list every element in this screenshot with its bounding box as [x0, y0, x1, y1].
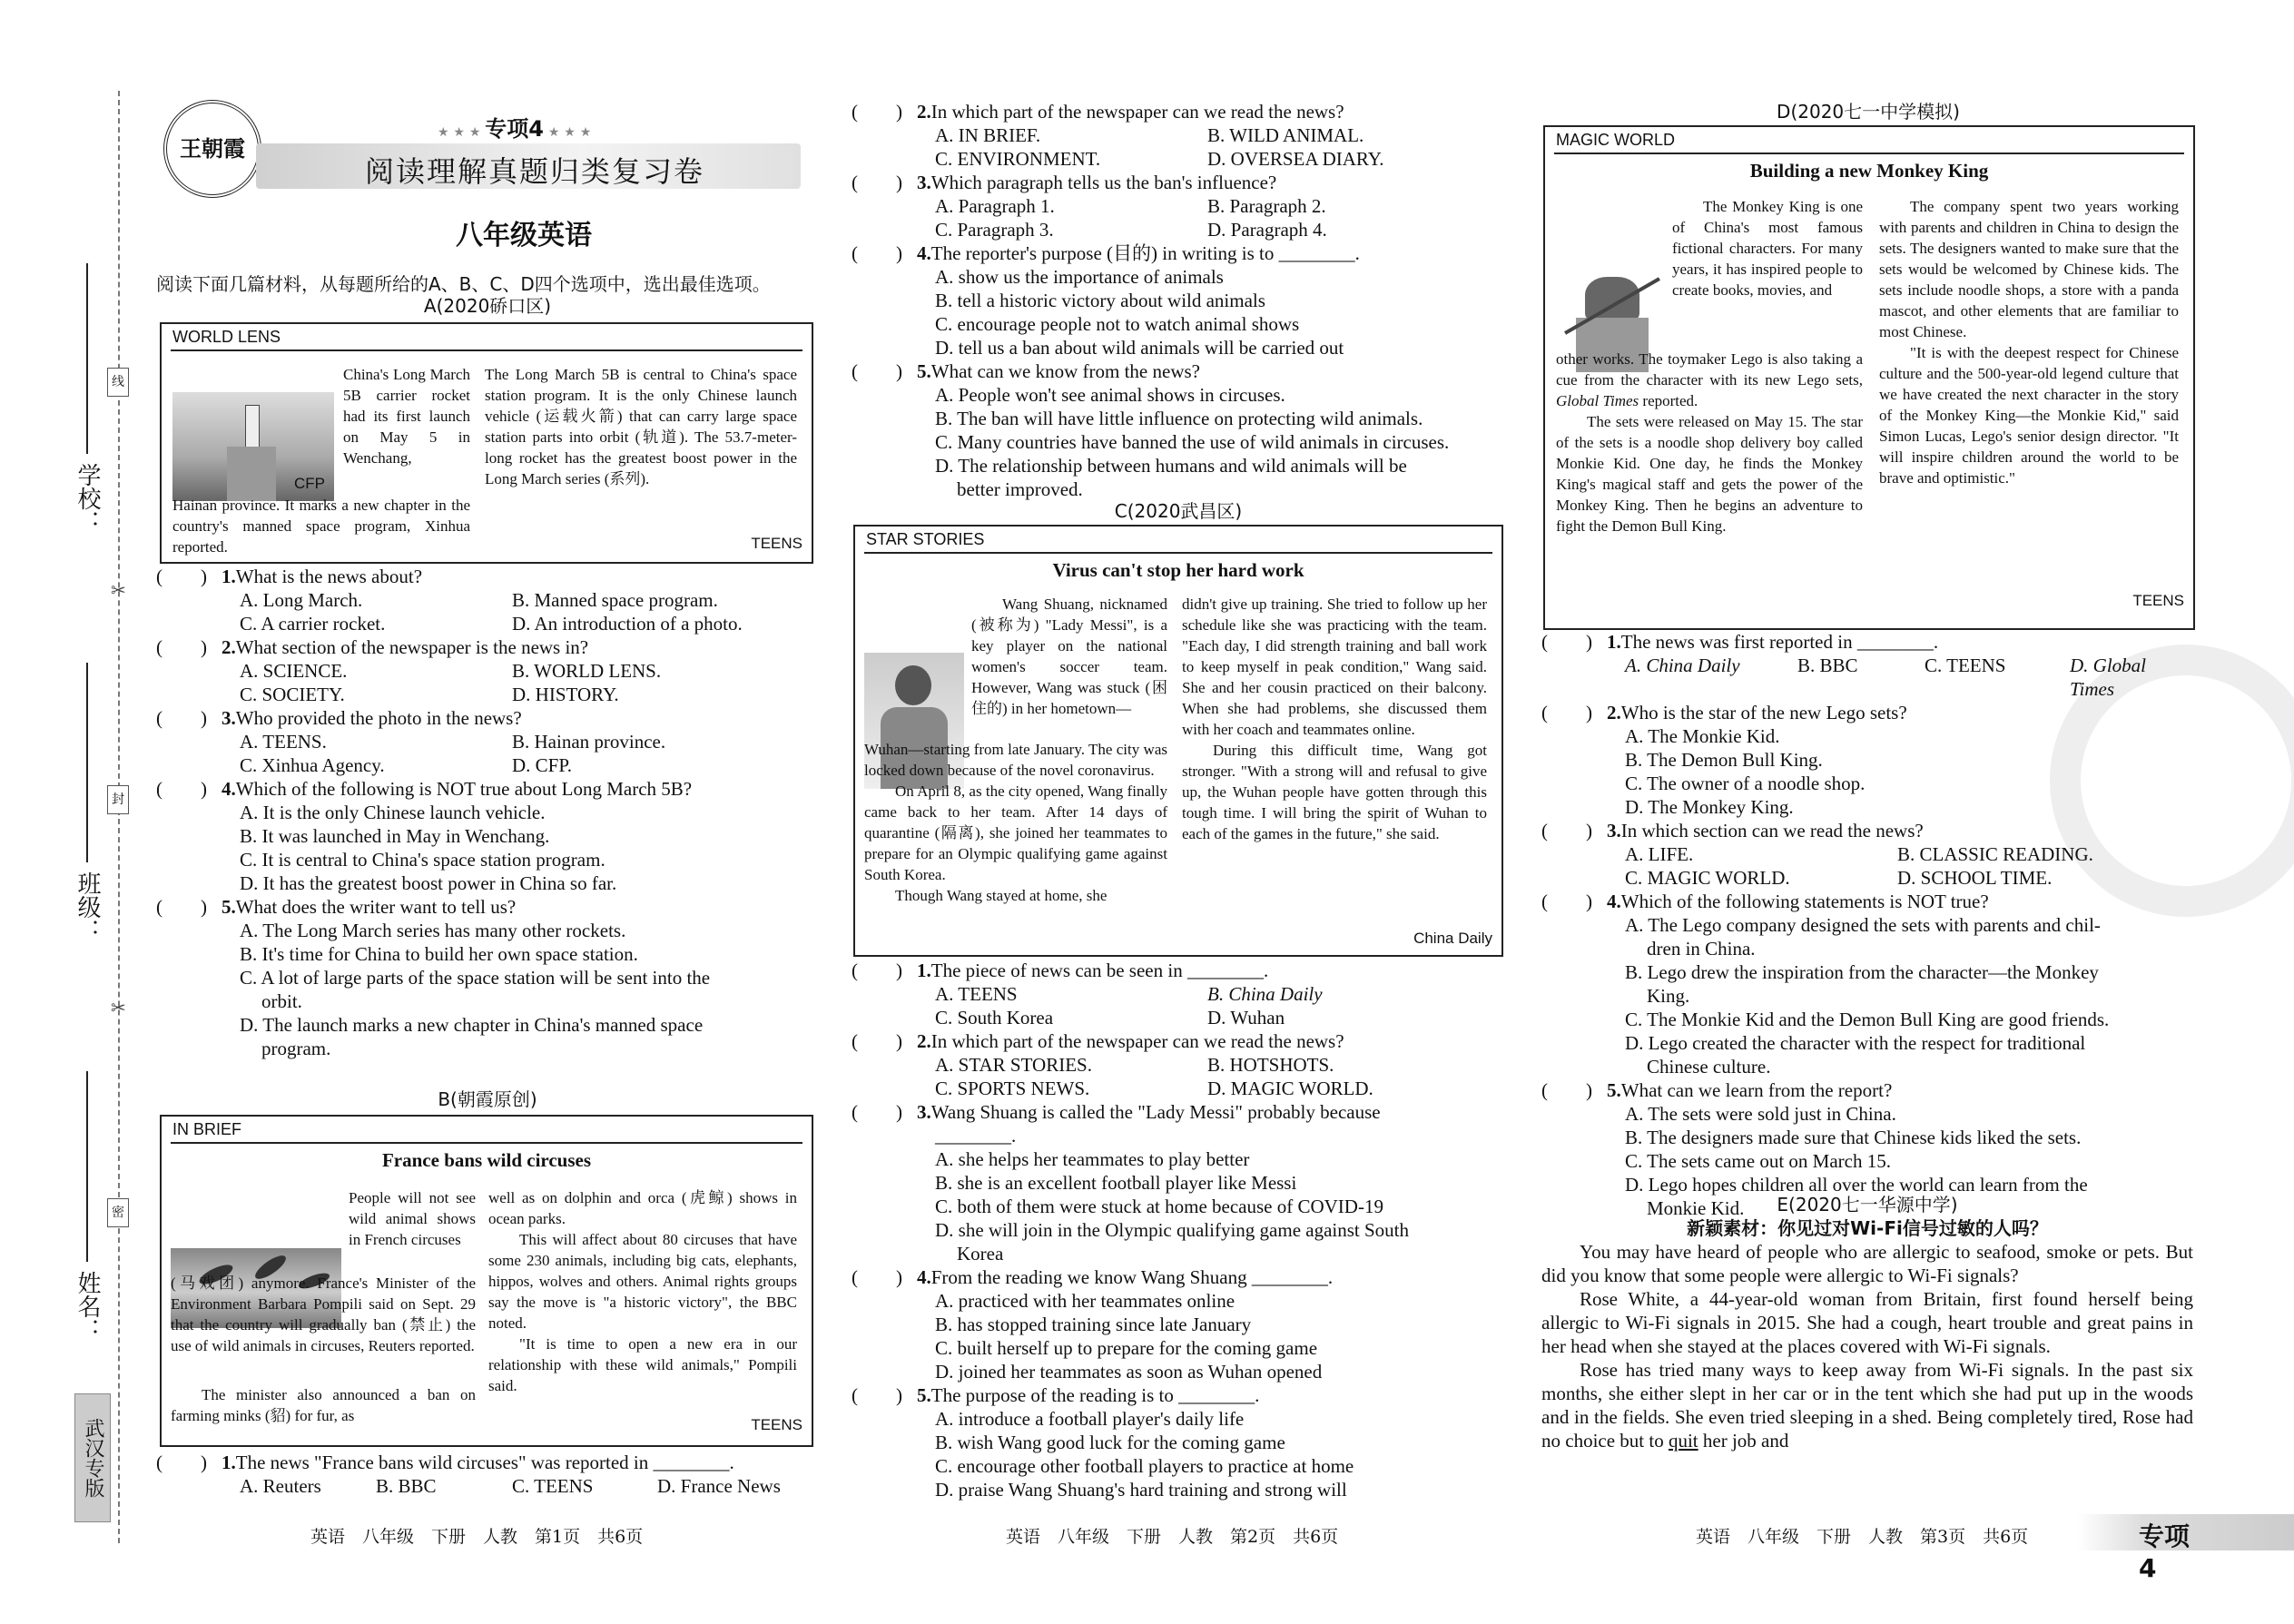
answer-blank[interactable]: ( ) [852, 172, 902, 193]
option[interactable]: D. The Monkey King. [1625, 796, 1794, 818]
passage-b-text: (马戏团) anymore. France's Minister of the Environment Barbara Pompili said on Sept. 29 that the country will gradually ban (禁止) the use of wild animals in circuses, Reuters reported. [171, 1275, 476, 1354]
option[interactable]: D. Paragraph 4. [1207, 219, 1327, 241]
answer-blank[interactable]: ( ) [156, 636, 207, 658]
option[interactable]: A. she helps her teammates to play better [935, 1148, 1250, 1170]
answer-blank[interactable]: ( ) [852, 1266, 902, 1288]
option[interactable]: B. The designers made sure that Chinese kids liked the sets. [1625, 1127, 2082, 1148]
passage-d-text: The Monkey King is one of China's most famous fictional characters. For many years, it has inspired people to create books, movies, and [1672, 198, 1863, 299]
option[interactable]: C. Paragraph 3. [935, 219, 1054, 241]
question-d5: ( ) 5.What can we learn from the report? A. The sets were sold just in China. B. The designers made sure that Chinese kids liked the sets. C. The sets came out on March 15. D. Lego hopes children all over the world can learn from the Monkie Kid. [1541, 1078, 2195, 1220]
question-c3: ( ) 3.Wang Shuang is called the "Lady Messi" probably because ________. A. she helps her teammates to play better B. she is an excellent football player like Messi C. both of them were stuck at home because of COVID-19 D. she will join in the Olympic qualifying game against South Korea [852, 1100, 1505, 1265]
option[interactable]: A. SCIENCE. [240, 660, 348, 682]
page-footer: 英语 八年级 下册 人教 第3页 共6页 [1696, 1527, 2029, 1547]
option[interactable]: A. The sets were sold just in China. [1625, 1103, 1896, 1125]
question-c2: ( ) 2.In which part of the newspaper can we read the news? A. STAR STORIES. B. HOTSHOTS. C. SPORTS NEWS. D. MAGIC WORLD. [852, 1029, 1505, 1100]
option[interactable]: D. Lego created the character with the respect for traditional Chinese culture. [1625, 1032, 2086, 1078]
option[interactable]: C. Xinhua Agency. [240, 754, 385, 776]
option[interactable]: A. Paragraph 1. [935, 195, 1055, 217]
answer-blank[interactable]: ( ) [852, 1101, 902, 1123]
option[interactable]: C. built herself up to prepare for the coming game [935, 1337, 1318, 1359]
option[interactable]: B. BBC [376, 1475, 437, 1497]
option[interactable]: A. show us the importance of animals [935, 266, 1224, 288]
option[interactable]: D. OVERSEA DIARY. [1207, 148, 1384, 170]
option[interactable]: D. SCHOOL TIME. [1897, 867, 2053, 889]
answer-blank[interactable]: ( ) [1541, 891, 1592, 912]
passage-e-text: Rose White, a 44-year-old woman from Britain, first found herself being allergic to Wi-Fi signals in 2015. She had a cough, heart trouble and great pains in her head when she stayed at the places covered with Wi-Fi signals. [1541, 1288, 2193, 1357]
option[interactable]: C. A carrier rocket. [240, 613, 386, 635]
option[interactable]: A. China Daily [1625, 655, 1740, 676]
passage-a-box [160, 322, 813, 564]
answer-blank[interactable]: ( ) [156, 566, 207, 587]
section-head: MAGIC WORLD [1554, 127, 2184, 154]
answer-blank[interactable]: ( ) [852, 960, 902, 981]
answer-blank[interactable]: ( ) [1541, 631, 1592, 653]
option[interactable]: B. HOTSHOTS. [1207, 1054, 1334, 1076]
section-head: STAR STORIES [864, 527, 1492, 554]
passage-b-text: well as on dolphin and orca (虎鲸) shows in ocean parks. This will affect about 80 circuses that have some 230 animals, including big cats, elephants, hippos, wolves and others. Animal rights groups say the move is "a historic victory", the BBC noted. "It is time to open a new era in our relationship with these wild animals," Pompili said. [488, 1189, 797, 1394]
option[interactable]: A. It is the only Chinese launch vehicle. [240, 802, 546, 823]
answer-blank[interactable]: ( ) [1541, 702, 1592, 723]
question-b4: ( ) 4.The reporter's purpose (目的) in writing is to ________. A. show us the importance of animals B. tell a historic victory about wild animals C. encourage people not to watch animal shows D. tell us a ban about wild animals will be carried out [852, 241, 1505, 359]
option[interactable]: A. IN BRIEF. [935, 124, 1041, 146]
passage-b-text: The minister also announced a ban on farming minks (貂) for fur, as [171, 1386, 476, 1424]
cut-line [118, 91, 120, 1543]
answer-blank[interactable]: ( ) [156, 707, 207, 729]
option[interactable]: B. CLASSIC READING. [1897, 843, 2093, 865]
passage-e-subtitle: 新颖素材：你见过对Wi-Fi信号过敏的人吗？ [1687, 1217, 2048, 1239]
option[interactable]: D. It has the greatest boost power in China so far. [240, 872, 617, 894]
option[interactable]: D. Lego hopes children all over the world can learn from the Monkie Kid. [1625, 1174, 2088, 1219]
logo-seal [163, 100, 261, 198]
option[interactable]: D. Global Times [2070, 655, 2146, 700]
question-d2: ( ) 2.Who is the star of the new Lego sets? A. The Monkie Kid. B. The Demon Bull King. C. The owner of a noodle shop. D. The Monkey King. [1541, 701, 2195, 819]
passage-c-text: Wang Shuang, nicknamed (被称为) "Lady Messi", is a key player on the national women's soccer team. However, Wang was stuck (困住的) in her hometown— [971, 595, 1167, 717]
option[interactable]: B. wish Wang good luck for the coming game [935, 1432, 1285, 1453]
question-a1: ( ) 1.What is the news about? A. Long March. B. Manned space program. C. A carrier rocket. D. An introduction of a photo. [156, 565, 819, 635]
option[interactable]: D. The relationship between humans and wild animals will be better improved. [935, 455, 1407, 500]
option[interactable]: D. tell us a ban about wild animals will be carried out [935, 337, 1344, 359]
option[interactable]: A. People won't see animal shows in circuses. [935, 384, 1285, 406]
option[interactable]: D. An introduction of a photo. [512, 613, 743, 635]
passage-c-label: C(2020武昌区) [1114, 500, 1243, 522]
school-field[interactable] [86, 263, 88, 454]
scissor-icon: ✂ [111, 581, 126, 601]
option[interactable]: D. Wuhan [1207, 1007, 1285, 1029]
passage-b-label: B(朝霞原创) [438, 1088, 537, 1110]
option[interactable]: C. TEENS [512, 1475, 594, 1497]
question-d1: ( ) 1.The news was first reported in ________. A. China Daily B. BBC C. TEENS D. Global Times [1541, 630, 2195, 701]
passage-d-text: other works. The toymaker Lego is also taking a cue from the character with its new Lego sets, Global Times reported. The sets were released on May 15. The star of the sets is a noodle shop delivery boy called Monkie Kid. One day, he finds the Monkey King's magical staff and gets the power of the Monkey King. Then he begins an adventure to fight the Demon Bull King. [1556, 350, 1863, 535]
series-banner: ★ ★ ★ 专项4 ★ ★ ★ [438, 116, 592, 142]
option[interactable]: D. The launch marks a new chapter in China's manned space program. [240, 1014, 704, 1059]
option[interactable]: A. LIFE. [1625, 843, 1694, 865]
option[interactable]: D. CFP. [512, 754, 572, 776]
option[interactable]: B. BBC [1797, 655, 1858, 676]
page-title: 阅读理解真题归类复习卷 [365, 154, 705, 189]
option[interactable]: C. The Monkie Kid and the Demon Bull King are good friends. [1625, 1009, 2110, 1030]
option[interactable]: B. It was launched in May in Wenchang. [240, 825, 550, 847]
question-d4: ( ) 4.Which of the following statements is NOT true? A. The Lego company designed the sets with parents and chil- dren in China. B. Lego drew the inspiration from the character—the Monkey King. C. The Monkie Kid and the Demon Bull King are good friends. D. Lego created the character with the respect for traditional Chinese culture. [1541, 890, 2195, 1078]
passage-b-text: People will not see wild animal shows in French circuses [349, 1189, 476, 1248]
option[interactable]: B. tell a historic victory about wild animals [935, 290, 1265, 311]
passage-c-box [853, 525, 1503, 957]
passage-c-text: didn't give up training. She tried to follow up her schedule like she was practicing with the team. "Each day, I did strength training and ball work to keep myself in peak condition," Wang said. She and her cousin practiced on their balcony. When she had problems, she discussed them with her coach and teammates online. During this difficult time, Wang got stronger. "With a strong will and refusal to give up, the Wuhan people have gotten through this tough time. I will bring the spirit of Wuhan to each of the games in the future," she said. [1182, 595, 1487, 842]
answer-blank[interactable]: ( ) [852, 1030, 902, 1052]
source-label: TEENS [751, 1416, 802, 1433]
grade-title: 八年级英语 [456, 220, 592, 251]
passage-d-label: D(2020七一中学模拟) [1777, 101, 1960, 123]
answer-blank[interactable]: ( ) [852, 1384, 902, 1406]
option[interactable]: A. The Monkie Kid. [1625, 725, 1780, 747]
answer-blank[interactable]: ( ) [156, 1452, 207, 1473]
class-field[interactable] [86, 663, 88, 862]
class-label: 班级： [74, 871, 101, 942]
question-b2: ( ) 2.In which part of the newspaper can we read the news? A. IN BRIEF. B. WILD ANIMAL. C. ENVIRONMENT. D. OVERSEA DIARY. [852, 100, 1505, 171]
option[interactable]: C. TEENS [1925, 655, 2006, 676]
article-title: France bans wild circuses [381, 1149, 592, 1171]
answer-blank[interactable]: ( ) [1541, 1079, 1592, 1101]
option[interactable]: D. France News [657, 1475, 781, 1497]
section-head: IN BRIEF [171, 1117, 802, 1144]
passage-a-questions [156, 565, 819, 1060]
option[interactable]: B. Lego drew the inspiration from the character—the Monkey King. [1625, 961, 2099, 1007]
option[interactable]: C. The sets came out on March 15. [1625, 1150, 1891, 1172]
option[interactable]: B. The ban will have little influence on protecting wild animals. [935, 408, 1423, 429]
source-label: China Daily [1413, 930, 1492, 947]
passage-c-text: Wuhan—starting from late January. The city was locked down because of the novel coronavirus. On April 8, as the city opened, Wang finally came back to her team. After 14 days of quarantine (隔离), she joined her teammates to prepare for an Olympic qualifying game against South Korea. Though Wang stayed at home, she [864, 741, 1167, 904]
question-a5: ( ) 5.What does the writer want to tell us? A. The Long March series has many other rockets. B. It's time for China to build her own space station. C. A lot of large parts of the space station will be sent into the orbit. D. The launch marks a new chapter in China's manned space program. [156, 895, 819, 1060]
option[interactable]: C. encourage people not to watch animal shows [935, 313, 1300, 335]
page-footer: 英语 八年级 下册 人教 第2页 共6页 [1006, 1527, 1339, 1547]
passage-b-box [160, 1115, 813, 1447]
question-b3: ( ) 3.Which paragraph tells us the ban's influence? A. Paragraph 1. B. Paragraph 2. C. Paragraph 3. D. Paragraph 4. [852, 171, 1505, 241]
passage-a-label: A(2020硚口区) [423, 295, 552, 317]
option[interactable]: B. China Daily [1207, 983, 1323, 1005]
answer-blank[interactable]: ( ) [156, 778, 207, 800]
option[interactable]: C. A lot of large parts of the space station will be sent into the orbit. [240, 967, 711, 1012]
logo-text: 王朝霞 [180, 135, 245, 162]
passage-d-questions [1541, 630, 2195, 1220]
option[interactable]: D. she will join in the Olympic qualifying game against South Korea [935, 1219, 1410, 1265]
option[interactable]: C. It is central to China's space station program. [240, 849, 605, 871]
passage-a-text: The Long March 5B is central to China's space station program. It is the only Chinese launch vehicle (运载火箭) that can carry large space station parts into orbit (轨道). The 53.7-meter-long rocket has the greatest boost power in the Long March series (系列). [485, 366, 797, 487]
option[interactable]: A. The Lego company designed the sets with parents and chil- dren in China. [1625, 914, 2101, 960]
edition-stamp: 武汉专版 [74, 1393, 111, 1522]
question-a2: ( ) 2.What section of the newspaper is the news in? A. SCIENCE. B. WORLD LENS. C. SOCIETY. D. HISTORY. [156, 635, 819, 706]
name-field[interactable] [86, 1071, 88, 1262]
question-b1: ( ) 1.The news "France bans wild circuses" was reported in ________. A. Reuters B. BBC C. TEENS D. France News [156, 1451, 819, 1498]
seal-marker: 封 [107, 785, 129, 814]
answer-blank[interactable]: ( ) [852, 360, 902, 382]
question-a3: ( ) 3.Who provided the photo in the news? A. TEENS. B. Hainan province. C. Xinhua Agency. D. CFP. [156, 706, 819, 777]
option[interactable]: A. Long March. [240, 589, 363, 611]
page-footer: 英语 八年级 下册 人教 第1页 共6页 [310, 1527, 644, 1547]
option[interactable]: A. The Long March series has many other rockets. [240, 920, 626, 941]
option[interactable]: B. It's time for China to build her own space station. [240, 943, 638, 965]
option[interactable]: A. introduce a football player's daily life [935, 1408, 1245, 1430]
option[interactable]: C. Many countries have banned the use of wild animals in circuses. [935, 431, 1450, 453]
source-label: TEENS [751, 535, 802, 552]
option[interactable]: A. Reuters [240, 1475, 321, 1497]
question-c4: ( ) 4.From the reading we know Wang Shuang ________. A. practiced with her teammates online B. has stopped training since late January C. built herself up to prepare for the coming game D. joined her teammates as soon as Wuhan opened [852, 1265, 1505, 1383]
question-blank: ________. [935, 1125, 1017, 1147]
article-title: Building a new Monkey King [1749, 160, 1989, 182]
passage-d-box [1543, 125, 2195, 630]
passage-a-text: China's Long March 5B carrier rocket had its first launch on May 5 in Wenchang, [343, 366, 470, 467]
answer-blank[interactable]: ( ) [852, 242, 902, 264]
question-b5: ( ) 5.What can we know from the news? A. People won't see animal shows in circuses. B. The ban will have little influence on protecting wild animals. C. Many countries have banned the use of wild animals in circuses. D. The relationship between humans and wild animals will be better improved. [852, 359, 1505, 501]
instruction: 阅读下面几篇材料，从每题所给的A、B、C、D四个选项中，选出最佳选项。 [156, 273, 771, 295]
option[interactable]: A. TEENS [935, 983, 1018, 1005]
option[interactable]: C. SOCIETY. [240, 684, 345, 705]
secret-marker: 密 [107, 1198, 129, 1227]
option[interactable]: D. HISTORY. [512, 684, 619, 705]
line-marker: 线 [107, 368, 129, 397]
series-label: 专项4 [485, 116, 544, 142]
option[interactable]: A. practiced with her teammates online [935, 1290, 1236, 1312]
option[interactable]: B. Hainan province. [512, 731, 666, 753]
answer-blank[interactable]: ( ) [852, 101, 902, 123]
option[interactable]: B. has stopped training since late January [935, 1314, 1252, 1335]
passage-a-text: Hainan province. It marks a new chapter in the country's manned space program, Xinhua reported. [172, 497, 470, 556]
option[interactable]: C. ENVIRONMENT. [935, 148, 1101, 170]
answer-blank[interactable]: ( ) [1541, 820, 1592, 842]
option[interactable]: C. encourage other football players to practice at home [935, 1455, 1354, 1477]
option[interactable]: D. praise Wang Shuang's hard training and strong will [935, 1479, 1347, 1501]
section-head: WORLD LENS [171, 324, 802, 351]
option[interactable]: B. WILD ANIMAL. [1207, 124, 1364, 146]
source-label: TEENS [2132, 592, 2184, 609]
option[interactable]: D. joined her teammates as soon as Wuhan opened [935, 1361, 1323, 1383]
answer-blank[interactable]: ( ) [156, 896, 207, 918]
question-a4: ( ) 4.Which of the following is NOT true about Long March 5B? A. It is the only Chinese launch vehicle. B. It was launched in May in Wenchang. C. It is central to China's space station program. D. It has the greatest boost power in China so far. [156, 777, 819, 895]
passage-e-label: E(2020七一华源中学) [1777, 1194, 1958, 1216]
option[interactable]: C. SPORTS NEWS. [935, 1078, 1090, 1099]
passage-b-questions [852, 100, 1505, 501]
photo-caption: CFP [294, 475, 325, 492]
name-label: 姓名： [74, 1271, 101, 1342]
side-margin [0, 0, 145, 1624]
question-c5: ( ) 5.The purpose of the reading is to ________. A. introduce a football player's daily life B. wish Wang good luck for the coming game C. encourage other football players to practice at home D. praise Wang Shuang's hard training and strong will [852, 1383, 1505, 1501]
passage-c-questions [852, 959, 1505, 1501]
option[interactable]: B. Manned space program. [512, 589, 718, 611]
school-label: 学校： [74, 463, 101, 534]
option[interactable]: B. she is an excellent football player like Messi [935, 1172, 1297, 1194]
option[interactable]: C. South Korea [935, 1007, 1054, 1029]
option[interactable]: A. TEENS. [240, 731, 327, 753]
option[interactable]: C. both of them were stuck at home because of COVID-19 [935, 1196, 1383, 1217]
option[interactable]: C. The owner of a noodle shop. [1625, 773, 1866, 794]
article-title: Virus can't stop her hard work [1052, 559, 1305, 581]
footer-badge-label: 专项4 [2139, 1521, 2191, 1583]
passage-e-text: You may have heard of people who are allergic to seafood, smoke or pets. But did you know that some people were allergic to Wi-Fi signals? [1541, 1241, 2193, 1286]
question-d3: ( ) 3.In which section can we read the news? A. LIFE. B. CLASSIC READING. C. MAGIC WORLD. D. SCHOOL TIME. [1541, 819, 2195, 890]
question-c1: ( ) 1.The piece of news can be seen in ________. A. TEENS B. China Daily C. South Korea D. Wuhan [852, 959, 1505, 1029]
option[interactable]: A. STAR STORIES. [935, 1054, 1092, 1076]
option[interactable]: B. Paragraph 2. [1207, 195, 1326, 217]
option[interactable]: C. MAGIC WORLD. [1625, 867, 1790, 889]
option[interactable]: D. MAGIC WORLD. [1207, 1078, 1373, 1099]
scissor-icon: ✂ [111, 999, 126, 1019]
option[interactable]: B. The Demon Bull King. [1625, 749, 1823, 771]
passage-e-text: Rose has tried many ways to keep away from Wi-Fi signals. In the past six months, she either slept in her car or in the tent which she had put up in the woods and in the fields. She even tried sleeping in a shed. Being completely tired, Rose had no choice but to quit her job and [1541, 1359, 2193, 1452]
passage-e [1541, 1193, 2193, 1452]
passage-d-text: The company spent two years working with parents and children in China to design the sets. The designers wanted to make sure that the sets would be welcomed by Chinese kids. The sets include noodle shops, a store with a panda mascot, and other elements that are familiar to most Chinese. "It is with the deepest respect for Chinese culture and the 500-year-old legend culture that we have created the next character in the story of the Monkey King—the Monkie Kid," said Simon Lucas, Lego's senior design director. "It will inspire children around the world to be brave and optimistic." [1879, 198, 2179, 487]
option[interactable]: B. WORLD LENS. [512, 660, 662, 682]
